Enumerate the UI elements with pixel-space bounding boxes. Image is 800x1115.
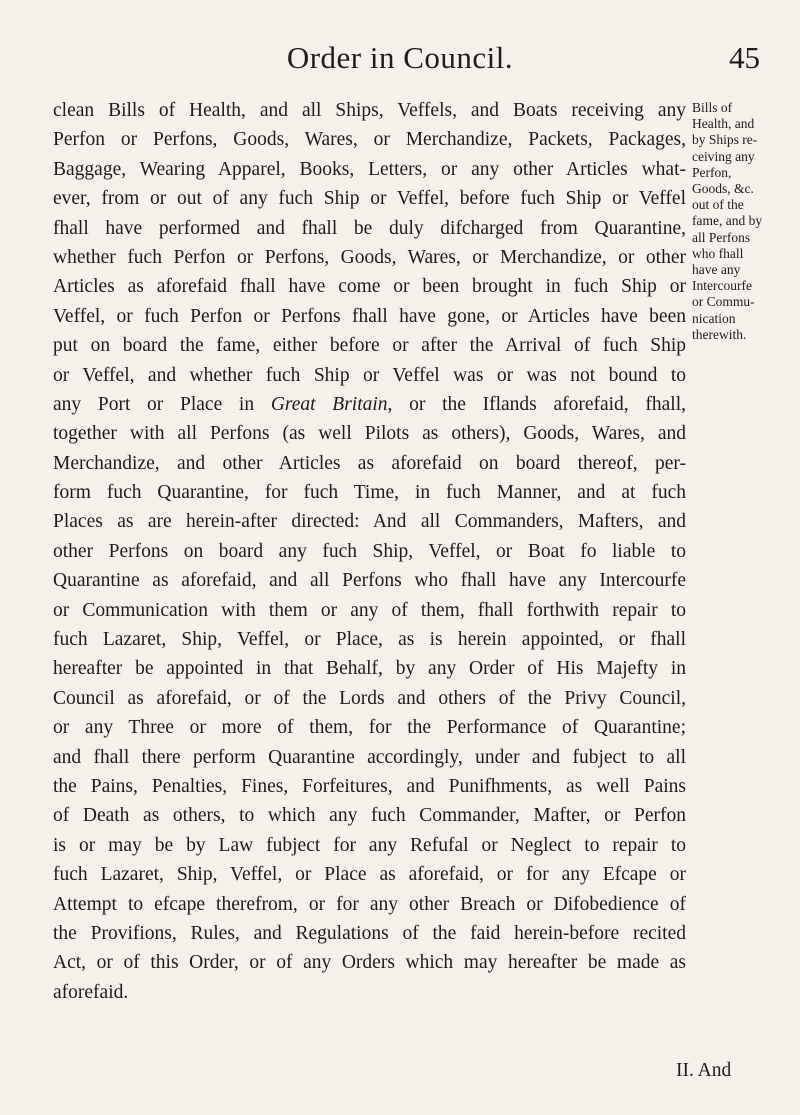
text-line: fuch Lazaret, Ship, Veffel, or Place, as is herein appointed, or fhall: [53, 629, 686, 651]
text-line: together with all Perfons (as well Pilots as others), Goods, Wares, and: [53, 423, 686, 445]
text-line: Articles as aforefaid fhall have come or been brought in fuch Ship or: [53, 276, 686, 298]
text-line: Places as are herein-after directed: And all Commanders, Mafters, and: [53, 511, 686, 533]
marginal-note: [692, 100, 798, 343]
catchword: II. And: [676, 1060, 732, 1081]
text-segment: any Port or Place in: [53, 393, 271, 415]
text-line: of Death as others, to which any fuch Commander, Mafter, or Perfon: [53, 805, 686, 827]
text-line: and fhall there perform Quarantine accordingly, under and fubject to all: [53, 746, 686, 768]
text-line-last: aforefaid.: [53, 981, 129, 1003]
text-line: or any Three or more of them, for the Performance of Quarantine;: [53, 717, 686, 739]
marginal-note-line: out of the: [692, 197, 744, 213]
marginal-note-line: Intercourfe: [692, 278, 752, 294]
marginal-note-line: who fhall: [692, 245, 744, 261]
marginal-note-line: therewith.: [692, 326, 747, 342]
marginal-note-line: Bills of: [692, 100, 733, 115]
running-head: [0, 40, 800, 84]
page-number: 45: [729, 40, 760, 75]
marginal-note-line: nication: [692, 310, 736, 326]
text-line: Attempt to efcape therefrom, or for any other Breach or Difobedience of: [53, 893, 686, 915]
text-line: or Veffel, and whether fuch Ship or Veffel was or was not bound to: [53, 364, 686, 386]
text-line: put on board the fame, either before or after the Arrival of fuch Ship: [53, 335, 686, 357]
text-line: Merchandize, and other Articles as aforefaid on board thereof, per-: [53, 452, 686, 474]
marginal-note-line: Goods, &c.: [692, 181, 754, 197]
text-line: fuch Lazaret, Ship, Veffel, or Place as aforefaid, or for any Efcape or: [53, 864, 686, 886]
text-line: clean Bills of Health, and all Ships, Veffels, and Boats receiving any: [53, 100, 686, 121]
text-line: is or may be by Law fubject for any Refufal or Neglect to repair to: [53, 834, 686, 856]
text-line: the Provifions, Rules, and Regulations of the faid herein-before recited: [53, 922, 686, 944]
text-line: Perfon or Perfons, Goods, Wares, or Merchandize, Packets, Packages,: [53, 129, 686, 151]
text-line: other Perfons on board any fuch Ship, Veffel, or Boat fo liable to: [53, 540, 686, 562]
text-segment: or the Iflands aforefaid, fhall,: [392, 393, 686, 415]
marginal-note-line: or Commu-: [692, 294, 755, 310]
marginal-note-line: Health, and: [692, 116, 755, 132]
text-line: Council as aforefaid, or of the Lords and others of the Privy Council,: [53, 687, 686, 709]
text-line: ever, from or out of any fuch Ship or Veffel, before fuch Ship or Veffel: [53, 188, 686, 210]
page-title: Order in Council.: [286, 40, 514, 75]
text-line: hereafter be appointed in that Behalf, by any Order of His Majefty in: [53, 658, 686, 680]
marginal-note-line: have any: [692, 262, 741, 278]
italic-place-name: Great Britain,: [270, 393, 393, 415]
marginal-note-line: by Ships re-: [692, 132, 758, 148]
marginal-note-line: fame, and by: [692, 213, 763, 229]
text-line: fhall have performed and fhall be duly difcharged from Quarantine,: [53, 217, 686, 239]
text-line: Act, or of this Order, or of any Orders which may hereafter be made as: [53, 952, 686, 974]
text-line: form fuch Quarantine, for fuch Time, in fuch Manner, and at fuch: [53, 482, 686, 504]
text-line: or Communication with them or any of them, fhall forthwith repair to: [53, 599, 686, 621]
text-line: Quarantine as aforefaid, and all Perfons who fhall have any Intercourfe: [53, 570, 686, 592]
marginal-note-line: ceiving any: [692, 148, 755, 164]
marginal-note-line: Perfon,: [692, 164, 732, 180]
text-line: the Pains, Penalties, Fines, Forfeitures, and Punifhments, as well Pains: [53, 775, 686, 797]
marginal-note-line: all Perfons: [692, 229, 751, 245]
text-line: Veffel, or fuch Perfon or Perfons fhall have gone, or Articles have been: [53, 305, 686, 327]
body-text: [53, 96, 686, 1007]
text-line: whether fuch Perfon or Perfons, Goods, Wares, or Merchandize, or other: [53, 246, 686, 268]
text-line-with-italic: [53, 390, 686, 419]
text-line: Baggage, Wearing Apparel, Books, Letters, or any other Articles what-: [53, 158, 686, 180]
